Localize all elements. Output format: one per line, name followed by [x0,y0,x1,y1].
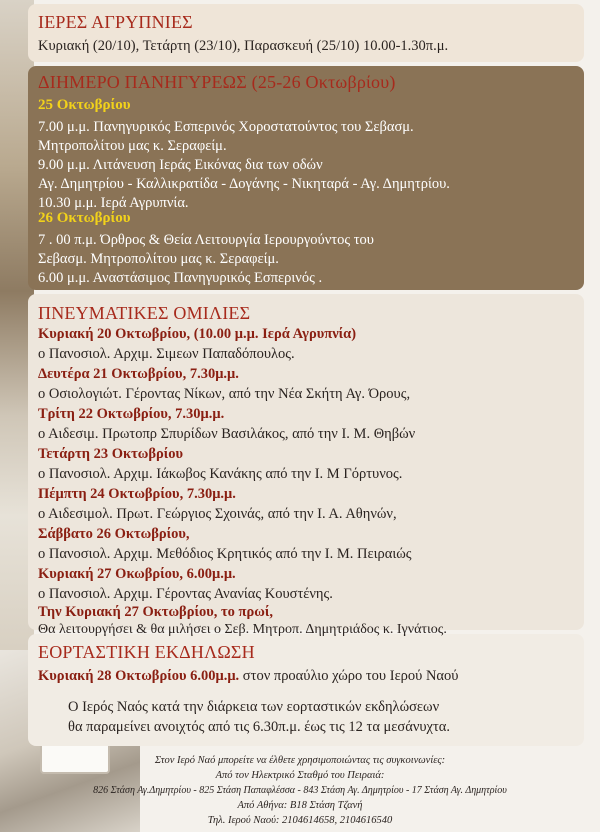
sermon-speaker: ο Πανοσιολ. Αρχιμ. Ιάκωβος Κανάκης από την Ι. Μ Γόρτυνος. [38,466,403,482]
festival-line: 10.30 μ.μ. Ιερά Αγρυπνία. [38,195,189,211]
event-date: Κυριακή 28 Οκτωβρίου 6.00μ.μ. [38,668,240,684]
sermon-speaker: Θα λειτουργήσει & θα μιλήσει ο Σεβ. Μητροπ. Δημητριάδος κ. Ιγνάτιος. [38,622,447,637]
event-title: ΕΟΡΤΑΣΤΙΚΗ ΕΚΔΗΛΩΣΗ [38,642,255,662]
festival-day2: 26 Οκτωβρίου [38,210,131,226]
event-note: Ο Ιερός Ναός κατά την διάρκεια των εορταστικών εκδηλώσεων [68,699,440,715]
transport-piraeus: Από τον Ηλεκτρικό Σταθμό του Πειραιά: [215,770,385,781]
sermon-speaker: ο Πανοσιολ. Αρχιμ. Γέροντας Ανανίας Κουστένης. [38,586,333,602]
sermon-date: Κυριακή 20 Οκτωβρίου, (10.00 μ.μ. Ιερά Αγρυπνία) [38,326,357,342]
transport-bus-lines: 826 Στάση Αγ.Δημητρίου - 825 Στάση Παπαφλέσσα - 843 Στάση Αγ. Δημητρίου - 17 Στάση Αγ. Δημητρίου [93,785,507,796]
sermon-date: Κυριακή 27 Οκωβρίου, 6.00μ.μ. [38,566,236,582]
vigils-text: Κυριακή (20/10), Τετάρτη (23/10), Παρασκευή (25/10) 10.00-1.30π.μ. [38,38,449,54]
sermon-speaker: ο Αιδεσιμολ. Πρωτ. Γεώργιος Σχοινάς, από την Ι. Α. Αθηνών, [38,506,397,522]
sermon-date: Τρίτη 22 Οκτωβρίου, 7.30μ.μ. [38,406,225,422]
festival-line: Μητροπολίτου μας κ. Σεραφείμ. [38,138,227,154]
sermon-date: Δευτέρα 21 Οκτωβρίου, 7.30μ.μ. [38,366,239,382]
event-date-line [38,667,458,685]
sermon-speaker: ο Οσιολογιώτ. Γέροντας Νίκων, από την Νέα Σκήτη Αγ. Όρους, [38,386,411,402]
sermon-date: Την Κυριακή 27 Οκτωβρίου, το πρωί, [38,604,273,620]
sermon-speaker: ο Πανοσιολ. Αρχιμ. Μεθόδιος Κρητικός από την Ι. Μ. Πειραιώς [38,546,412,562]
church-phone: Τηλ. Ιερού Ναού: 2104614658, 2104616540 [207,815,393,826]
sermon-date: Σάββατο 26 Οκτωβρίου, [38,526,190,542]
festival-line: Αγ. Δημητρίου - Καλλικρατίδα - Δογάνης - Νικηταρά - Αγ. Δημητρίου. [38,176,450,192]
event-note: θα παραμείνει ανοιχτός από τις 6.30π.μ. έως τις 12 τα μεσάνυχτα. [68,719,451,735]
sermon-date: Πέμπτη 24 Οκτωβρίου, 7.30μ.μ. [38,486,236,502]
transport-intro: Στον Ιερό Ναό μπορείτε να έλθετε χρησιμοποιώντας τις συγκοινωνίες: [154,755,446,766]
sermon-speaker: ο Πανοσιολ. Αρχιμ. Σιμεων Παπαδόπουλος. [38,346,295,362]
festival-line: 7.00 μ.μ. Πανηγυρικός Εσπερινός Χοροστατούντος του Σεβασμ. [38,119,414,135]
festival-title: ΔΙΗΜΕΡΟ ΠΑΝΗΓΥΡΕΩΣ (25-26 Οκτωβρίου) [38,72,396,92]
festival-day1: 25 Οκτωβρίου [38,97,131,113]
festival-line: 7 . 00 π.μ. Όρθρος & Θεία Λειτουργία Ιερουργούντος του [38,232,374,248]
sermon-speaker: ο Αιδεσιμ. Πρωτοπρ Σπυρίδων Βασιλάκος, από την Ι. Μ. Θηβών [38,426,416,442]
festival-line: Σεβασμ. Μητροπολίτου μας κ. Σεραφείμ. [38,251,279,267]
transport-athens: Από Αθήνα: Β18 Στάση Τζανή [237,800,363,811]
vigils-title: ΙΕΡΕΣ ΑΓΡΥΠΝΙΕΣ [38,12,193,32]
festival-line: 6.00 μ.μ. Αναστάσιμος Πανηγυρικός Εσπερινός . [38,270,323,286]
sermon-date: Τετάρτη 23 Οκτωβρίου [38,446,184,462]
event-place: στον προαύλιο χώρο του Ιερού Ναού [239,668,459,684]
sermons-title: ΠΝΕΥΜΑΤΙΚΕΣ ΟΜΙΛΙΕΣ [38,303,251,323]
festival-line: 9.00 μ.μ. Λιτάνευση Ιεράς Εικόνας δια των οδών [38,157,323,173]
